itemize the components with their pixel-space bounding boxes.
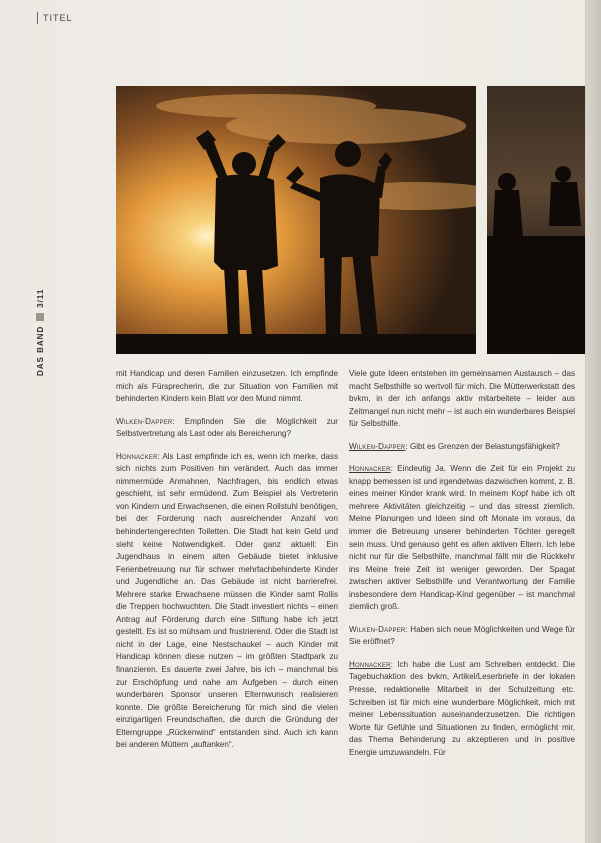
answer-text: : Ich habe die Lust am Schreiben entdeckt. Die Tagebuchaktion des bvkm, Artikel/Leserbriefe in der lokalen Presse, redaktionelle Mitarbeit in der Schulzeitung etc. Schreiben ist für mich eine wunderbare Möglichkeit, mich mit meiner Lebenssituation auseinanderzusetzen. Die richtigen Worte für Gefühle und Situationen zu finden, ermöglicht mir, das Thema Behinderung zu akzeptieren und in positive Energie umzuwandeln. Für <box>349 659 575 757</box>
paragraph-text: Viele gute Ideen entstehen im gemeinsamen Austausch – das macht Selbsthilfe so wertvoll für mich. Die Mütterwerkstatt des bvkm, in der ich anfangs aktiv mitarbeitete – leider aus Zeitmangel nun nicht mehr – ist auch ein wunderbares Beispiel für Selbsthilfe. <box>349 369 575 429</box>
side-marker-text <box>33 256 47 376</box>
question-text: : Haben sich neue Möglichkeiten und Wege für Sie eröffnet? <box>349 624 575 647</box>
sunset-photo-main <box>116 86 476 354</box>
section-header: TITEL <box>37 12 73 24</box>
question <box>349 624 575 649</box>
answer <box>349 463 575 614</box>
separator-square <box>36 313 44 321</box>
answer-text: : Eindeutig Ja. Wenn die Zeit für ein Projekt zu knapp bemessen ist und irgendetwas dazwischen kommt, z. B. eines meiner Kinder krank wird. In meinem Kopf habe ich oft mehrere Aktivitäten gleichzeitig – und das stresst ziemlich. Meine Planungen und Ideen sind oft Monate im voraus, da immer die Betreuung unserer behinderten Töchter geregelt sein muss. Und genauso geht es allen aktiven Eltern. Ich lebe nicht nur für die Selbsthilfe, manchmal fällt mir die Rückkehr ins Meine freie Zeit ist weniger geworden. Der Spagat zwischen aktiver Selbsthilfe und Verantwortung der Familie insbesondere dem Handicap-Kind gegenüber – ist manchmal ziemlich groß. <box>349 464 575 612</box>
question-text: : Gibt es Grenzen der Belastungsfähigkeit? <box>405 441 560 451</box>
speaker-name: Honnacker <box>116 451 158 461</box>
answer <box>349 659 575 759</box>
question <box>349 441 575 454</box>
answer <box>116 451 338 752</box>
side-marker <box>30 254 44 374</box>
speaker-name: Wilken-Dapper <box>116 416 173 426</box>
text-column-right <box>349 368 575 759</box>
question <box>116 416 338 441</box>
sunset-photo-secondary <box>487 86 586 354</box>
speaker-name: Honnacker <box>349 464 391 474</box>
sunset-silhouette-image <box>116 86 476 354</box>
speaker-name: Wilken-Dapper <box>349 441 406 451</box>
text-column-left <box>116 368 338 752</box>
paragraph <box>116 368 338 406</box>
silhouette-image-crop <box>487 86 586 354</box>
speaker-name: Wilken-Dapper <box>349 624 406 634</box>
page-spine <box>585 0 601 843</box>
issue-number: 3/11 <box>35 288 45 308</box>
paragraph-text: mit Handicap und deren Familien einzusetzen. Ich empfinde mich als Fürsprecherin, die zur Situation von Familien mit behinderten Kindern kein Blatt vor den Mund nimmt. <box>116 369 338 404</box>
answer-text: : Als Last empfinde ich es, wenn ich merke, dass sich nichts zum Positiven hin verändert. Auch das immer nimmermüde Anmahnen, Nachfragen, bis endlich etwas geschieht, ist sehr ermüdend. Zum Beispiel als Vertreterin von Kindern und Erwachsenen, die einen Rollstuhl benötigen, bei der Forderung nach ausreichender Anzahl von behindertengerechten Toiletten. Die Stadt hat kein Geld und sieht keine Notwendigkeit. Oder ganz aktuell: Ein Jugendhaus in einem alten Gebäude bietet inklusive Ferienbetreuung nur für schwer mehrfachbehinderte Kinder und Jugendliche an. Das Gebäude ist nicht barrierefrei. Mehrere starke Erwachsene müssen die Kinder samt Rollis die Treppen hochwuchten. Die Stadt investiert nichts – einen Antrag auf Förderung durch eine Stiftung habe ich jetzt gestellt. Es ist so mühsam und frustrierend. Oder die Stadt ist nicht in der Lage, eine Nestschaukel – auch Kinder mit Handicap können diese nutzen – im größten Stadtpark zu finanzieren. Es dauerte zwei Jahre, bis ich – manchmal bis zur Erschöpfung und nahe am Aufgeben – durch einen wunderbaren Sponsor unseren Elternwunsch realisieren konnte. Die größte Bereicherung für mich sind die vielen einzigartigen Freundschaften, die durch die Gründung der Elterngruppe „Rückenwind“ entstanden sind. Auch ich kann bei anderen Müttern „auftanken“. <box>116 451 338 750</box>
question-text: : Empfinden Sie die Möglichkeit zur Selbstvertretung als Last oder als Bereicherung? <box>116 416 338 439</box>
paragraph <box>349 368 575 431</box>
magazine-name: DAS BAND <box>35 325 45 376</box>
speaker-name: Honnacker <box>349 659 391 669</box>
